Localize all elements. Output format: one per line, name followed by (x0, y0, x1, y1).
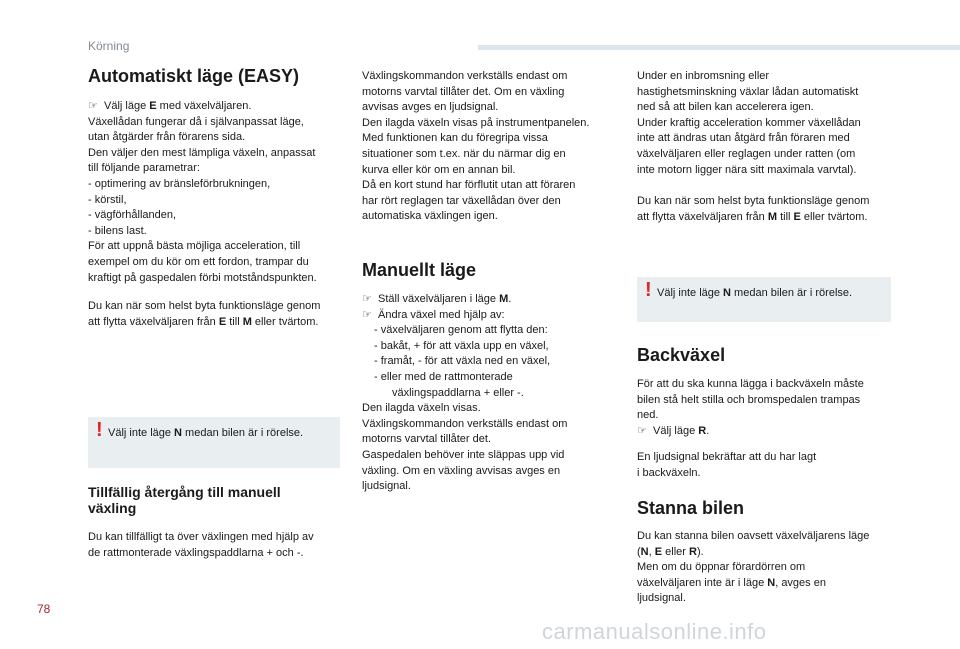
pointing-finger-icon: ☞ (637, 424, 647, 437)
paragraph-shift-commands: Växlingskommandon verkställs endast om motorns varvtal tillåter det. Om en växling avvisas avges en ljudsignal. Den ilagda växeln visas på instrumentpanelen. Med funktionen kan du föregripa vissa situationer som t.ex. när du närmar dig en kurva eller kör om en annan bil. Då en kort stund har förflutit utan att föraren har rört reglagen tar växellådan över den automatiska växlingen igen. (362, 70, 590, 223)
title-manual-mode: Manuellt läge (362, 260, 477, 280)
warning-box-2 (637, 277, 891, 322)
pointing-finger-icon: ☞ (362, 293, 372, 305)
watermark: carmanualsonline.info (542, 619, 767, 644)
paragraph-braking: Under en inbromsning eller hastighetsminskning växlar lådan automatiskt ned så att bilen kan accelerera igen. Under kraftig acceleration kommer växellådan inte att ändras utan åtgärd från föraren med växelväljaren eller reglagen under ratten (om inte motorn ligger nära sitt maximala varvtal). (637, 70, 861, 176)
section-temporary-manual (88, 484, 342, 561)
section-manual-mode (362, 258, 616, 495)
paragraph-temporary-manual: Du kan tillfälligt ta över växlingen med hjälp av de rattmonterade växlingspaddlarna + och -. (88, 531, 314, 559)
paragraph-manual-mode: ☞ Ställ växelväljaren i läge M. ☞ Ändra växel med hjälp av: - växelväljaren genom att flytta den: - bakåt, + för att växla upp en växel, - framåt, - för att växla ned en växel, - eller med de rattmonterade växlingspaddlarna + eller -. Den ilagda växeln visas. Växlingskommandon verkställs endast om motorns varvtal tillåter det. Gaspedalen behöver inte släppas upp vid växling. Om en växling avvisas avges en ljudsignal. (362, 293, 568, 493)
paragraph-stop-car: Du kan stanna bilen oavsett växelväljarens läge (N, E eller R). Men om du öppnar förardörren om växelväljaren inte är i läge N, avges en ljudsignal. (637, 530, 870, 605)
column-2 (362, 69, 616, 225)
section-reverse-gear (637, 343, 893, 482)
paragraph-switch-mode: Du kan när som helst byta funktionsläge genom att flytta växelväljaren från E till M eller tvärtom. (88, 300, 321, 328)
warning-text: Välj inte läge N medan bilen är i rörelse. (108, 427, 304, 439)
section-stop-car (637, 496, 893, 607)
section-label: Körning (88, 39, 130, 53)
title-stop-car: Stanna bilen (637, 498, 745, 518)
paragraph-reverse-signal: En ljudsignal bekräftar att du har lagt i backväxeln. (637, 451, 817, 479)
exclamation-icon: ! (645, 279, 652, 301)
title-automatic-mode: Automatiskt läge (EASY) (88, 66, 300, 86)
warning-text: Välj inte läge N medan bilen är i rörelse. (657, 287, 853, 299)
paragraph-automatic: ☞ Välj läge E med växelväljaren. Växellådan fungerar då i självanpassat läge, utan åtgärder från förarens sida. Den väljer den mest lämpliga växeln, anpassat till följande parametrar: - optimering av bränsleförbrukningen, - körstil, - vägförhållanden, - bilens last. För att uppnå bästa möjliga acceleration, till exempel om du kör om ett fordon, trampar du kraftigt på gaspedalen förbi motståndspunkten. (88, 100, 317, 284)
column-1 (88, 64, 342, 330)
warning-box-1 (88, 417, 340, 468)
pointing-finger-icon: ☞ (362, 308, 372, 321)
exclamation-icon: ! (96, 419, 103, 441)
pointing-finger-icon: ☞ (88, 100, 98, 112)
header-bar (478, 45, 960, 50)
page-number: 78 (37, 602, 51, 616)
title-reverse-gear: Backväxel (637, 345, 726, 365)
heading-temporary-manual: Tillfällig återgång till manuell växling (88, 484, 281, 516)
paragraph-reverse: För att du ska kunna lägga i backväxeln måste bilen stå helt stilla och bromspedalen trampas ned. ☞ Välj läge R. (637, 378, 864, 437)
column-3 (637, 69, 893, 225)
paragraph-switch-mode-2: Du kan när som helst byta funktionsläge genom att flytta växelväljaren från M till E eller tvärtom. (637, 195, 870, 223)
